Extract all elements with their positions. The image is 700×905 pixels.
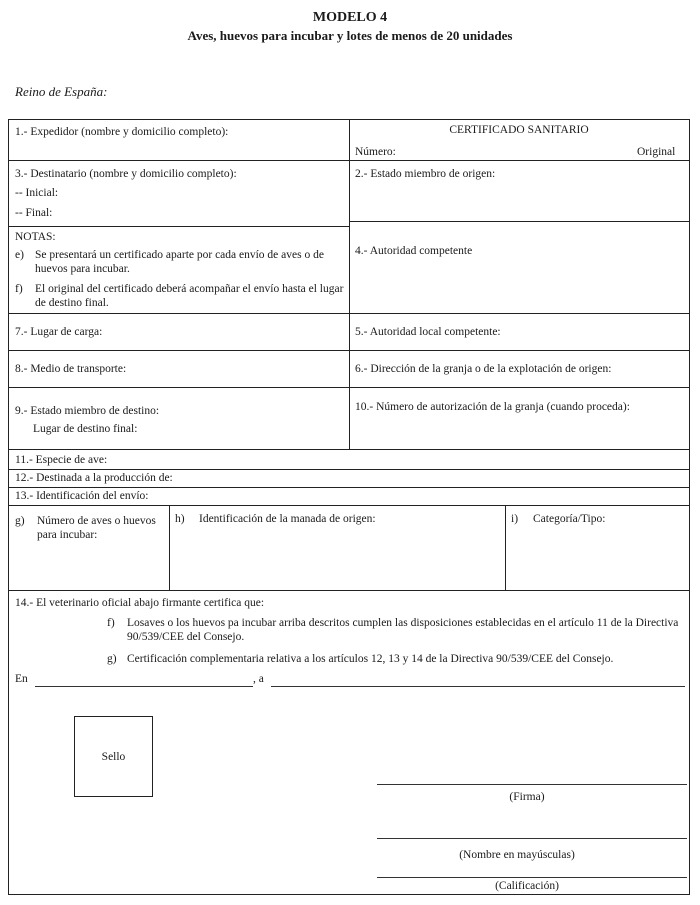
field-14-certifica: 14.- El veterinario oficial abajo firmante certifica que: — [15, 597, 265, 609]
field-11-especie: 11.- Especie de ave: — [15, 454, 108, 466]
field-1-expedidor: 1.- Expedidor (nombre y domicilio completo): — [15, 126, 229, 138]
notes-title: NOTAS: — [15, 231, 56, 243]
document-title: MODELO 4 — [312, 10, 388, 25]
column-divider — [169, 505, 170, 590]
column-divider — [505, 505, 506, 590]
field-2-estado-origen: 2.- Estado miembro de origen: — [355, 168, 496, 180]
note-f-letter: f) — [15, 283, 23, 295]
field-4-autoridad: 4.- Autoridad competente — [355, 245, 473, 257]
qualification-line — [377, 877, 687, 878]
col-h-text: Identificación de la manada de origen: — [199, 513, 376, 525]
cert-g-letter: g) — [107, 653, 117, 665]
note-e-letter: e) — [15, 249, 24, 261]
field-9-estado-destino: 9.- Estado miembro de destino: — [15, 405, 160, 417]
cert-f-letter: f) — [107, 617, 115, 629]
row-divider — [9, 487, 689, 488]
field-3-destinatario: 3.- Destinatario (nombre y domicilio completo): — [15, 168, 237, 180]
row-divider — [9, 469, 689, 470]
field-8-transporte: 8.- Medio de transporte: — [15, 363, 127, 375]
destinatario-inicial: -- Inicial: — [15, 187, 59, 199]
row-divider — [9, 590, 689, 591]
place-line — [35, 686, 253, 687]
signature-line — [377, 784, 687, 785]
field-5-autoridad-local: 5.- Autoridad local competente: — [355, 326, 501, 338]
field-7-lugar-carga: 7.- Lugar de carga: — [15, 326, 103, 338]
original-label: Original — [637, 146, 676, 158]
note-f-text: El original del certificado deberá acompañar el envío hasta el lugar de destino final. — [35, 283, 344, 309]
date-label: , a — [253, 673, 264, 685]
field-9-lugar-destino: Lugar de destino final: — [33, 423, 138, 435]
col-h-letter: h) — [175, 513, 185, 525]
field-12-produccion: 12.- Destinada a la producción de: — [15, 472, 173, 484]
numero-label: Número: — [355, 146, 396, 158]
field-13-identificacion: 13.- Identificación del envío: — [15, 490, 149, 502]
row-divider — [9, 226, 349, 227]
issuing-country: Reino de España: — [15, 84, 108, 99]
field-10-autorizacion: 10.- Número de autorización de la granja (cuando proceda): — [355, 401, 630, 413]
name-line — [377, 838, 687, 839]
col-g-text: Número de aves o huevos para incubar: — [37, 515, 156, 541]
row-divider — [9, 449, 689, 450]
cert-f-text: Losaves o los huevos pa incubar arriba descritos cumplen las disposiciones establecidas en el artículo 11 de la Directiva 90/539/CEE del Consejo. — [127, 617, 679, 643]
document-subtitle: Aves, huevos para incubar y lotes de menos de 20 unidades — [187, 28, 513, 43]
date-line — [271, 686, 685, 687]
note-e-text: Se presentará un certificado aparte por cada envío de aves o de huevos para incubar. — [35, 249, 324, 275]
field-6-direccion: 6.- Dirección de la granja o de la explotación de origen: — [355, 363, 612, 375]
row-divider — [349, 221, 689, 222]
signature-label: (Firma) — [509, 791, 545, 803]
column-divider — [349, 120, 350, 449]
row-divider — [9, 505, 689, 506]
col-i-text: Categoría/Tipo: — [533, 513, 606, 525]
cert-g-text: Certificación complementaria relativa a los artículos 12, 13 y 14 de la Directiva 90/539/CEE del Consejo. — [127, 653, 614, 665]
col-i-letter: i) — [511, 513, 519, 525]
name-label: (Nombre en mayúsculas) — [459, 849, 575, 861]
col-g-letter: g) — [15, 515, 25, 527]
certificate-type: CERTIFICADO SANITARIO — [449, 124, 589, 136]
stamp-label: Sello — [101, 751, 126, 763]
place-label: En — [15, 673, 28, 685]
qualification-label: (Calificación) — [495, 880, 559, 892]
certificate-form — [8, 119, 690, 895]
destinatario-final: -- Final: — [15, 207, 53, 219]
